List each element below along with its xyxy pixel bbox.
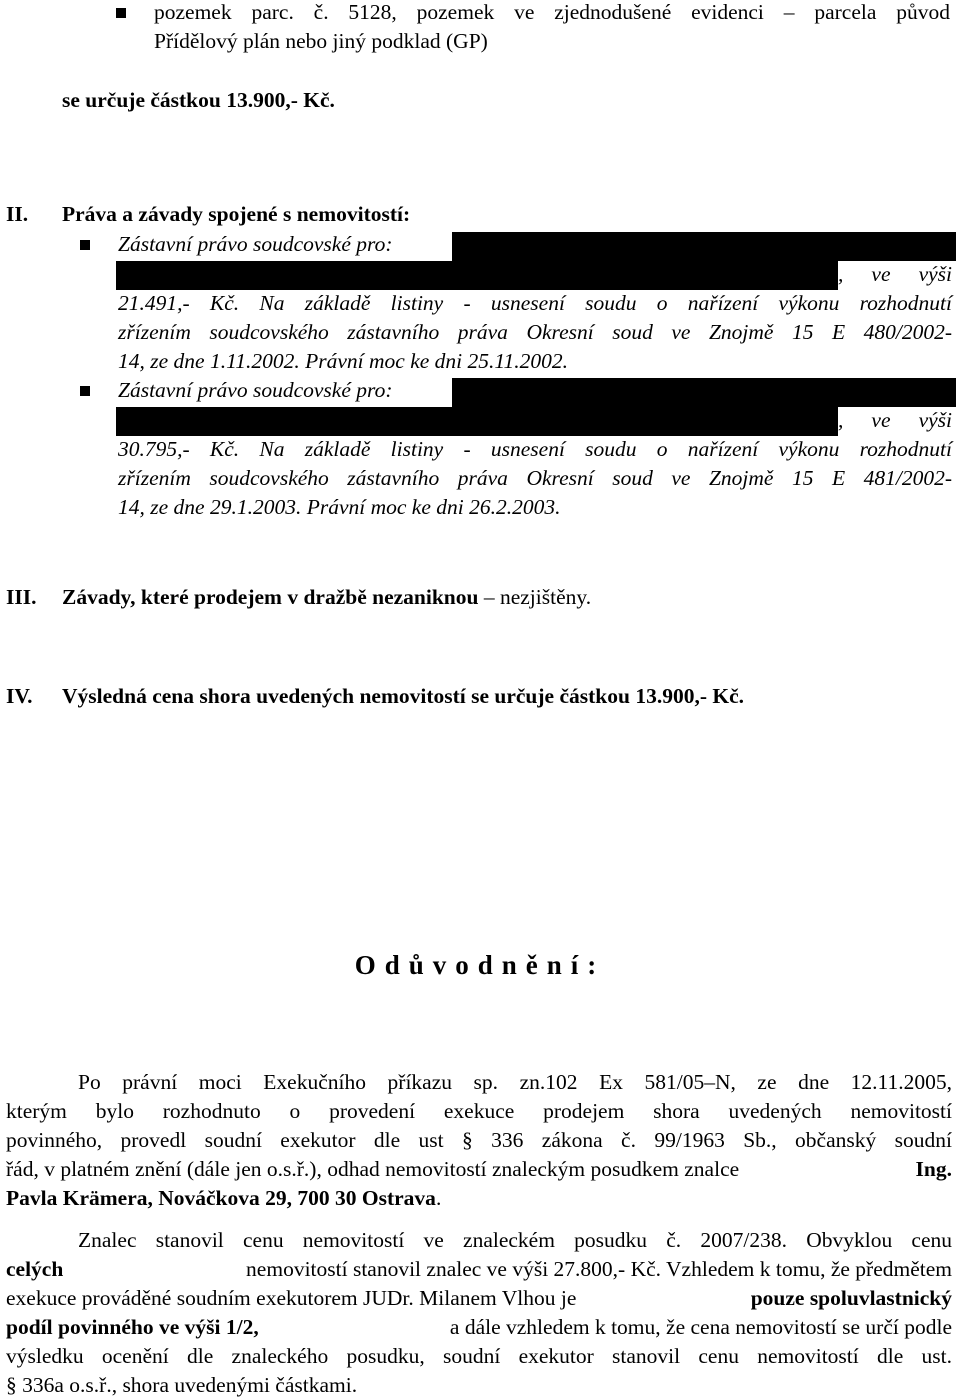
- reasoning-p2-line-2-rest: nemovitostí stanovil znalec ve výši 27.800,- Kč. Vzhledem k tomu, že předmětem: [246, 1257, 952, 1281]
- section-4-heading: Výsledná cena shora uvedených nemovitostí se určuje částkou 13.900,- Kč.: [62, 684, 745, 708]
- reasoning-p2-line-4-rest: a dále vzhledem k tomu, že cena nemovitostí se určí podle: [449, 1315, 952, 1339]
- lien-1-label: Zástavní právo soudcovské pro:: [118, 232, 393, 256]
- reasoning-p2-line-5: výsledku ocenění dle znaleckého posudku, soudní exekutor stanovil cenu nemovitostí dle ust.: [6, 1344, 952, 1368]
- reasoning-p2-bold-celych: celých: [6, 1257, 64, 1281]
- reasoning-p1-line-3: povinného, provedl soudní exekutor dle ust § 336 zákona č. 99/1963 Sb., občanský soudní: [6, 1128, 952, 1152]
- section-3-number: III.: [6, 585, 37, 609]
- lien-1-line-3: 14, ze dne 1.11.2002. Právní moc ke dni 25.11.2002.: [118, 349, 569, 373]
- lien-1-line-2: zřízením soudcovského zástavního práva Okresní soud ve Znojmě 15 E 480/2002-: [118, 320, 952, 344]
- bullet-square-icon: [80, 386, 90, 396]
- section-2-number: II.: [6, 202, 29, 226]
- bullet-square-icon: [116, 8, 126, 18]
- reasoning-p2-line-6: § 336a o.s.ř., shora uvedenými částkami.: [6, 1373, 358, 1397]
- reasoning-p1-line-5: [6, 1184, 441, 1213]
- parcel-line-2: Přídělový plán nebo jiný podklad (GP): [154, 29, 488, 53]
- lien-1-amount-tail: , ve výši: [838, 262, 952, 286]
- lien-2-line-2: zřízením soudcovského zástavního práva Okresní soud ve Znojmě 15 E 481/2002-: [118, 466, 952, 490]
- expert-name-address: Pavla Krämera, Nováčkova 29, 700 30 Ostrava: [6, 1186, 436, 1210]
- reasoning-title: Odůvodnění:: [354, 950, 606, 980]
- reasoning-p2-line-4: [6, 1313, 952, 1342]
- redaction-bar: [452, 232, 956, 261]
- lien-2-line-3: 14, ze dne 29.1.2003. Právní moc ke dni 26.2.2003.: [118, 495, 561, 519]
- section-3-result: nezjištěny.: [499, 585, 592, 609]
- reasoning-p1-line-2: kterým bylo rozhodnuto o provedení exekuce prodejem shora uvedených nemovitostí: [6, 1099, 952, 1123]
- section-3-text: [62, 583, 591, 612]
- lien-2-label: Zástavní právo soudcovské pro:: [118, 378, 393, 402]
- reasoning-p2-line-3: [6, 1284, 952, 1313]
- lien-1-line-1: 21.491,- Kč. Na základě listiny - usnesení soudu o nařízení výkonu rozhodnutí: [118, 291, 952, 315]
- reasoning-p2-bold-share: podíl povinného ve výši 1/2,: [6, 1315, 259, 1339]
- lien-2-line-1: 30.795,- Kč. Na základě listiny - usnesení soudu o nařízení výkonu rozhodnutí: [118, 437, 952, 461]
- expert-title: Ing.: [915, 1157, 952, 1181]
- redaction-bar: [452, 378, 956, 407]
- section-2-heading: Práva a závady spojené s nemovitostí:: [62, 202, 411, 226]
- reasoning-p2-line-1: Znalec stanovil cenu nemovitostí ve znaleckém posudku č. 2007/238. Obvyklou cenu: [78, 1228, 952, 1252]
- section-3-dash: –: [483, 585, 495, 609]
- reasoning-p2-bold-co-owner: pouze spoluvlastnický: [750, 1286, 952, 1310]
- redaction-bar: [116, 261, 838, 290]
- reasoning-p1-line-1: Po právní moci Exekučního příkazu sp. zn.102 Ex 581/05–N, ze dne 12.11.2005,: [78, 1070, 952, 1094]
- reasoning-p1-end: .: [435, 1186, 442, 1210]
- lien-2-amount-tail: , ve výši: [838, 408, 952, 432]
- reasoning-p1-line-4: [6, 1155, 952, 1184]
- bullet-square-icon: [80, 240, 90, 250]
- section-3-heading: Závady, které prodejem v dražbě nezaniknou: [62, 585, 479, 609]
- parcel-price: se určuje částkou 13.900,- Kč.: [62, 88, 335, 112]
- section-4-number: IV.: [6, 684, 33, 708]
- redaction-bar: [116, 407, 838, 436]
- reasoning-p1-line-4-text: řád, v platném znění (dále jen o.s.ř.), odhad nemovitostí znaleckým posudkem znalce: [6, 1157, 740, 1181]
- parcel-line-1: pozemek parc. č. 5128, pozemek ve zjednodušené evidenci – parcela původ: [154, 0, 950, 24]
- reasoning-p2-line-3-text: exekuce prováděné soudním exekutorem JUDr. Milanem Vlhou je: [6, 1286, 577, 1310]
- reasoning-p2-line-2: [6, 1255, 952, 1284]
